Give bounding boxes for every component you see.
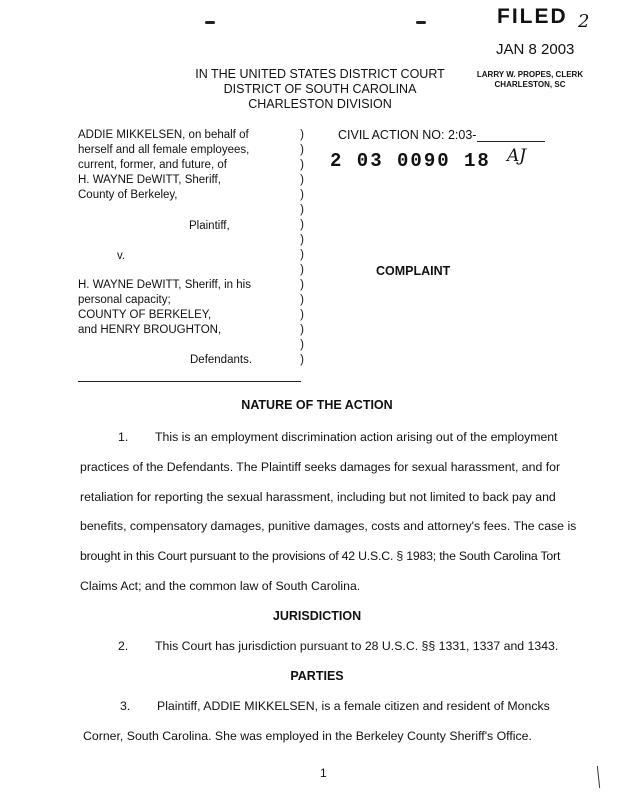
clerk-name: LARRY W. PROPES, CLERK [476,70,584,79]
paragraph-line: Claims Act; and the common law of South Carolina. [80,579,361,593]
paragraph-line: benefits, compensatory damages, punitive damages, costs and attorney's fees. The case is [80,519,577,533]
paragraph-line: Plaintiff, ADDIE MIKKELSEN, is a female citizen and resident of Moncks [157,699,550,713]
civil-action-blank [477,141,545,142]
court-line-2: DISTRICT OF SOUTH CAROLINA [223,82,417,96]
clerk-city: CHARLESTON, SC [494,80,566,89]
versus-label: v. [117,250,126,262]
plaintiff-label: Plaintiff, [189,220,230,232]
filed-stamp: FILED [497,5,568,28]
defendant-block [78,278,251,338]
plaintiff-line: ADDIE MIKKELSEN, on behalf of [78,129,249,141]
paragraph-line: practices of the Defendants. The Plaintiff seeks damages for sexual harassment, and for [80,460,561,474]
filed-date: JAN 8 2003 [496,41,575,58]
paragraph-number: 3. [120,699,131,713]
paragraph-line: This Court has jurisdiction pursuant to 28 U.S.C. §§ 1331, 1337 and 1343. [155,639,559,653]
page-number: 1 [320,766,327,780]
court-line-3: CHARLESTON DIVISION [248,97,392,111]
plaintiff-line: H. WAYNE DeWITT, Sheriff, [78,174,221,186]
defendant-label: Defendants. [190,354,253,366]
plaintiff-line: County of Berkeley, [78,189,178,201]
filed-handwritten-mark: 2 [578,11,590,32]
plaintiff-line: current, former, and future, of [78,159,227,171]
margin-pen-mark [597,766,600,788]
paragraph-line: brought in this Court pursuant to the provisions of 42 U.S.C. § 1983; the South Carolina Tort [80,549,561,563]
court-line-1: IN THE UNITED STATES DISTRICT COURT [195,67,445,81]
court-heading [180,67,460,112]
paragraph-number: 2. [118,639,129,653]
heading-nature-of-action: NATURE OF THE ACTION [241,398,393,412]
heading-parties: PARTIES [290,669,344,683]
paragraph-line: Corner, South Carolina. She was employed in the Berkeley County Sheriff's Office. [83,729,532,743]
heading-jurisdiction: JURISDICTION [272,609,362,623]
scan-mark-left [205,21,215,24]
civil-action-label: CIVIL ACTION NO: 2:03- [338,128,477,142]
scan-mark-right [416,21,426,24]
caption-underline [78,381,301,382]
paragraph-line: retaliation for reporting the sexual harassment, including but not limited to back pay and [80,490,556,504]
case-number: 2 03 0090 18 [330,150,491,172]
defendant-line: and HENRY BROUGHTON, [78,324,222,336]
defendant-line: personal capacity; [78,294,171,306]
plaintiff-block [78,128,249,203]
defendant-line: H. WAYNE DeWITT, Sheriff, in his [78,279,251,291]
defendant-line: COUNTY OF BERKELEY, [78,309,212,321]
caption-parentheses: ) ) ) ) ) ) ) ) ) ) ) ) ) ) ) ) [300,129,304,366]
document-title: COMPLAINT [376,264,451,278]
plaintiff-line: herself and all female employees, [78,144,250,156]
clerk-block [470,70,590,90]
case-initials: AJ [507,146,527,166]
paragraph-line: This is an employment discrimination action arising out of the employment [155,430,558,444]
paragraph-number: 1. [118,430,129,444]
